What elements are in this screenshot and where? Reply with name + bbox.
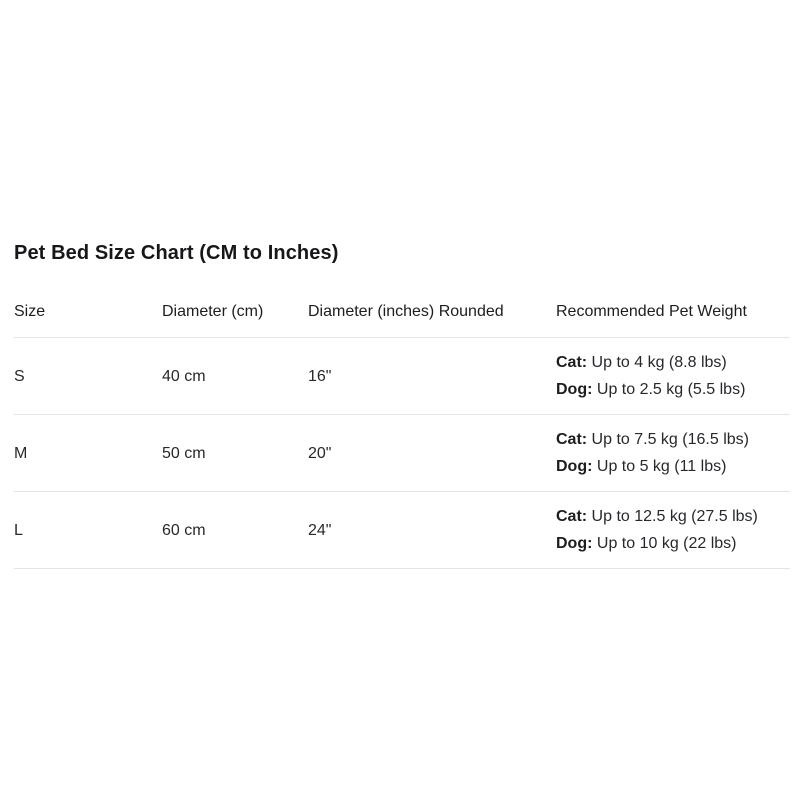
weight-label-cat: Cat: bbox=[556, 354, 588, 371]
cell-diameter-inches: 24" bbox=[308, 492, 556, 569]
size-chart-table bbox=[14, 302, 790, 569]
cell-diameter-cm: 50 cm bbox=[162, 415, 308, 492]
cell-size: M bbox=[14, 415, 162, 492]
weight-line-dog bbox=[556, 453, 790, 480]
weight-value-cat: Up to 12.5 kg (27.5 lbs) bbox=[587, 508, 758, 525]
weight-value-cat: Up to 4 kg (8.8 lbs) bbox=[587, 354, 727, 371]
cell-pet-weight bbox=[556, 492, 790, 569]
cell-diameter-inches: 20" bbox=[308, 415, 556, 492]
weight-line-cat bbox=[556, 503, 790, 530]
weight-line-dog bbox=[556, 530, 790, 557]
cell-size: S bbox=[14, 338, 162, 415]
header-row bbox=[14, 302, 790, 338]
cell-pet-weight bbox=[556, 415, 790, 492]
cell-diameter-inches: 16" bbox=[308, 338, 556, 415]
cell-diameter-cm: 40 cm bbox=[162, 338, 308, 415]
table-row-s bbox=[14, 338, 790, 415]
column-header-pet-weight: Recommended Pet Weight bbox=[556, 302, 790, 338]
weight-label-dog: Dog: bbox=[556, 535, 593, 552]
table-row-m bbox=[14, 415, 790, 492]
table-row-l bbox=[14, 492, 790, 569]
page-title: Pet Bed Size Chart (CM to Inches) bbox=[14, 242, 339, 264]
cell-size: L bbox=[14, 492, 162, 569]
cell-pet-weight bbox=[556, 338, 790, 415]
weight-label-cat: Cat: bbox=[556, 508, 588, 525]
weight-value-dog: Up to 10 kg (22 lbs) bbox=[592, 535, 737, 552]
weight-label-dog: Dog: bbox=[556, 458, 593, 475]
column-header-diameter-inches: Diameter (inches) Rounded bbox=[308, 302, 556, 338]
weight-label-dog: Dog: bbox=[556, 381, 593, 398]
weight-line-cat bbox=[556, 349, 790, 376]
weight-line-cat bbox=[556, 426, 790, 453]
column-header-diameter-cm: Diameter (cm) bbox=[162, 302, 308, 338]
weight-value-cat: Up to 7.5 kg (16.5 lbs) bbox=[587, 431, 749, 448]
column-header-size: Size bbox=[14, 302, 162, 338]
weight-label-cat: Cat: bbox=[556, 431, 588, 448]
weight-value-dog: Up to 5 kg (11 lbs) bbox=[592, 458, 727, 475]
table-body bbox=[14, 338, 790, 569]
weight-value-dog: Up to 2.5 kg (5.5 lbs) bbox=[592, 381, 746, 398]
table-header bbox=[14, 302, 790, 338]
weight-line-dog bbox=[556, 376, 790, 403]
cell-diameter-cm: 60 cm bbox=[162, 492, 308, 569]
